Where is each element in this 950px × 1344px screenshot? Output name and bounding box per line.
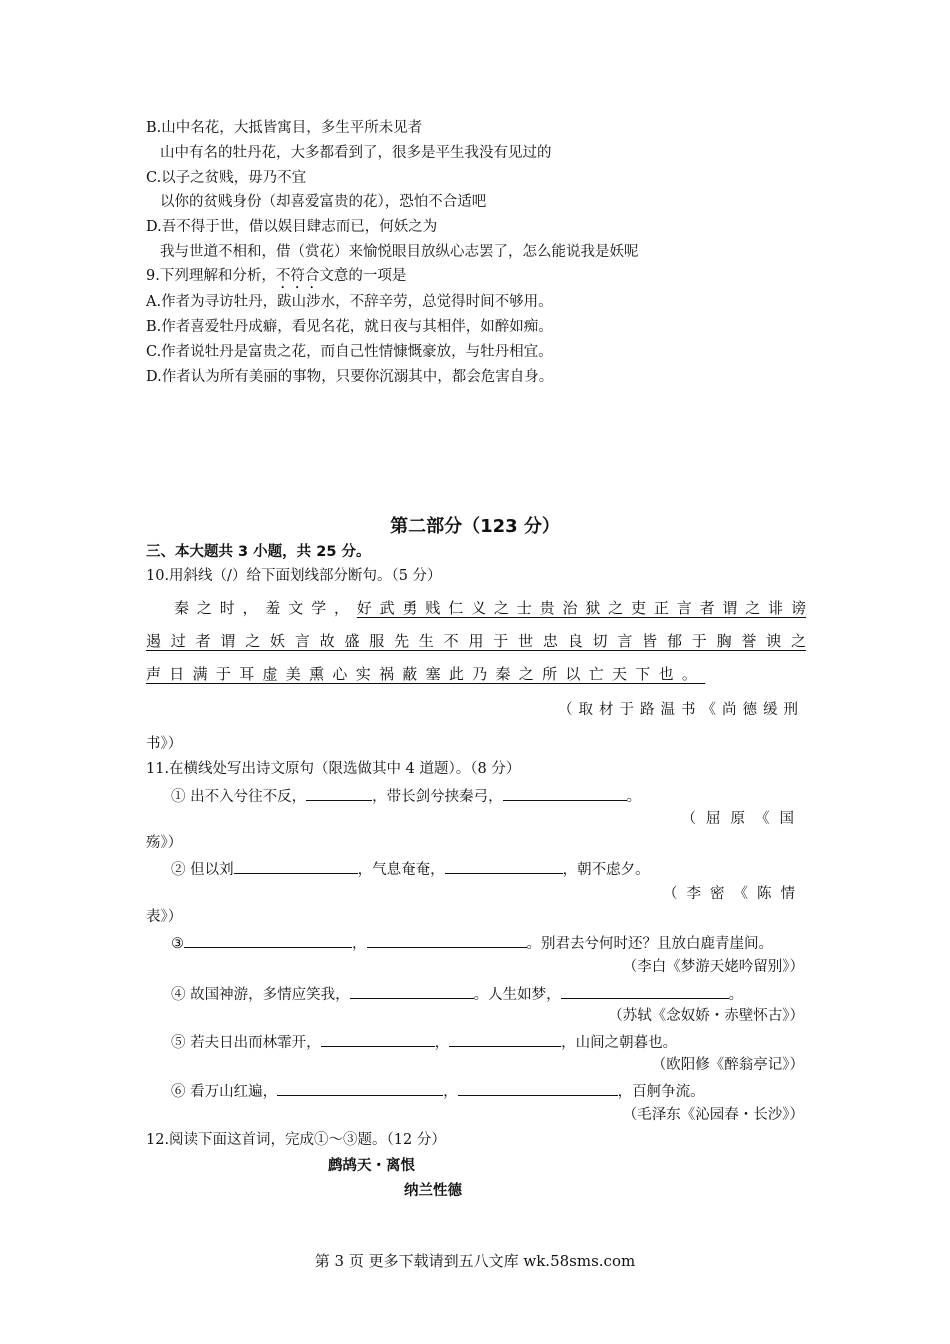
q10-line-1	[146, 592, 806, 625]
q11-item-6-pre: ⑥ 看万山红遍，	[171, 1084, 278, 1100]
q11-item-3-source: （李白《梦游天姥吟留别》）	[622, 959, 804, 975]
q11-item-1-source: （屈原《国	[681, 811, 804, 827]
answer-blank[interactable]	[321, 1031, 435, 1047]
q10-stem: 10.用斜线（/）给下面划线部分断句。（5 分）	[146, 568, 442, 584]
q9-option-d: D.作者认为所有美丽的事物，只要你沉溺其中，都会危害自身。	[146, 369, 554, 385]
q11-item-3-mid: ，	[352, 936, 367, 952]
q11-item-4-pre: ④ 故国神游，多情应笑我，	[171, 987, 350, 1003]
answer-blank[interactable]	[458, 1080, 618, 1096]
q8-option-d-translation: 我与世道不相和，借（赏花）来愉悦眼目放纵心志罢了，怎么能说我是妖呢	[160, 244, 639, 260]
q9-option-b: B.作者喜爱牡丹成癖，看见名花，就日夜与其相伴，如醉如痴。	[146, 319, 553, 335]
answer-blank[interactable]	[503, 785, 627, 801]
q11-item-1-source-cont: 殇》）	[146, 835, 183, 851]
q11-item-2-source-cont: 表》）	[146, 909, 183, 925]
q11-item-4	[171, 983, 743, 1005]
q11-item-6-mid: ，	[443, 1084, 458, 1100]
answer-blank[interactable]	[184, 932, 352, 948]
answer-blank[interactable]	[277, 1080, 443, 1096]
q11-item-4-end: 。	[728, 987, 744, 1003]
q8-option-c: C.以子之贫贱，毋乃不宜	[146, 170, 307, 186]
q10-line-3	[146, 658, 806, 691]
q9-stem-post: 文意的一项是	[319, 268, 407, 284]
q11-item-5-pre: ⑤ 若夫日出而林霏开，	[171, 1035, 321, 1051]
q10-underlined-2: 遏过者谓之妖言故盛服先生不用于世忠良切言皆郁于胸誉谀之	[146, 632, 806, 650]
q9-stem	[146, 266, 406, 292]
q11-item-5-end: ，山间之朝暮也。	[561, 1035, 678, 1051]
q11-item-1-mid: ，带长剑兮挟秦弓，	[372, 789, 503, 805]
poem-title: 鹧鸪天・离恨	[328, 1158, 415, 1174]
q10-underlined-1: 好武勇贱仁义之士贵治狱之吏正言者谓之诽谤	[356, 599, 806, 617]
q8-option-b-translation: 山中有名的牡丹花，大多都看到了，很多是平生我没有见过的	[160, 145, 552, 161]
answer-blank[interactable]	[306, 785, 372, 801]
page-footer: 第 3 页 更多下载请到五八文库 wk.58sms.com	[314, 1252, 636, 1270]
q11-item-3-end: 。别君去兮何时还？且放白鹿青崖间。	[526, 936, 773, 952]
q10-plain-text: 秦之时，羞文学，	[174, 599, 357, 617]
q11-item-3	[171, 932, 773, 954]
q10-source-cont: 书》）	[146, 736, 183, 752]
q11-item-5-source: （欧阳修《醉翁亭记》）	[651, 1057, 804, 1073]
q9-option-a: A.作者为寻访牡丹，跋山涉水，不辞辛劳，总觉得时间不够用。	[146, 294, 553, 310]
answer-blank[interactable]	[367, 932, 527, 948]
q9-stem-pre: 9.下列理解和分析，	[146, 268, 276, 284]
q11-item-2-pre: ② 但以刘	[171, 862, 234, 878]
q11-item-2-source: （李密《陈情	[663, 886, 804, 902]
q9-option-c: C.作者说牡丹是富贵之花，而自己性情慷慨豪放，与牡丹相宜。	[146, 344, 553, 360]
q11-item-4-mid: 。人生如梦，	[473, 987, 561, 1003]
q8-option-b: B.山中名花，大抵皆寓目，多生平所未见者	[146, 120, 423, 136]
q9-stem-emphasis: 不符合	[275, 268, 320, 284]
section3-heading: 三、本大题共 3 小题，共 25 分。	[146, 544, 371, 560]
q11-item-2	[171, 858, 650, 880]
q8-option-d: D.吾不得于世，借以娱目肆志而已，何妖之为	[146, 219, 438, 235]
q11-item-6-source: （毛泽东《沁园春・长沙》）	[622, 1107, 804, 1123]
q10-underlined-3: 声日满于耳虚美熏心实祸蔽塞此乃秦之所以亡天下也。	[146, 665, 706, 683]
q11-item-1-end: 。	[626, 789, 642, 805]
q10-line-2	[146, 625, 806, 658]
q11-item-2-end: ，朝不虑夕。	[562, 862, 650, 878]
answer-blank[interactable]	[350, 983, 474, 999]
q8-option-c-translation: 以你的贫贱身份（却喜爱富贵的花），恐怕不合适吧	[160, 194, 487, 210]
q11-item-3-pre: ③	[171, 936, 184, 952]
q11-item-4-source: （苏轼《念奴娇・赤壁怀古》）	[608, 1008, 804, 1024]
answer-blank[interactable]	[445, 858, 563, 874]
q11-item-6-end: ，百舸争流。	[617, 1084, 705, 1100]
q11-item-1-pre: ① 出不入兮往不反，	[171, 789, 307, 805]
q11-item-1	[171, 785, 641, 807]
answer-blank[interactable]	[561, 983, 729, 999]
q11-item-6	[171, 1080, 705, 1102]
q11-item-5-mid: ，	[434, 1035, 450, 1051]
poem-author: 纳兰性德	[404, 1183, 462, 1199]
answer-blank[interactable]	[449, 1031, 561, 1047]
q11-stem: 11.在横线处写出诗文原句（限选做其中 4 道题）。（8 分）	[146, 761, 521, 777]
q12-stem: 12.阅读下面这首词，完成①～③题。（12 分）	[146, 1132, 446, 1148]
part2-title: 第二部分（123 分）	[390, 516, 560, 537]
q11-item-5	[171, 1031, 677, 1053]
q11-item-2-mid: ，气息奄奄，	[357, 862, 445, 878]
q10-source: （取材于路温书《尚德缓刑	[558, 702, 804, 718]
answer-blank[interactable]	[234, 858, 358, 874]
